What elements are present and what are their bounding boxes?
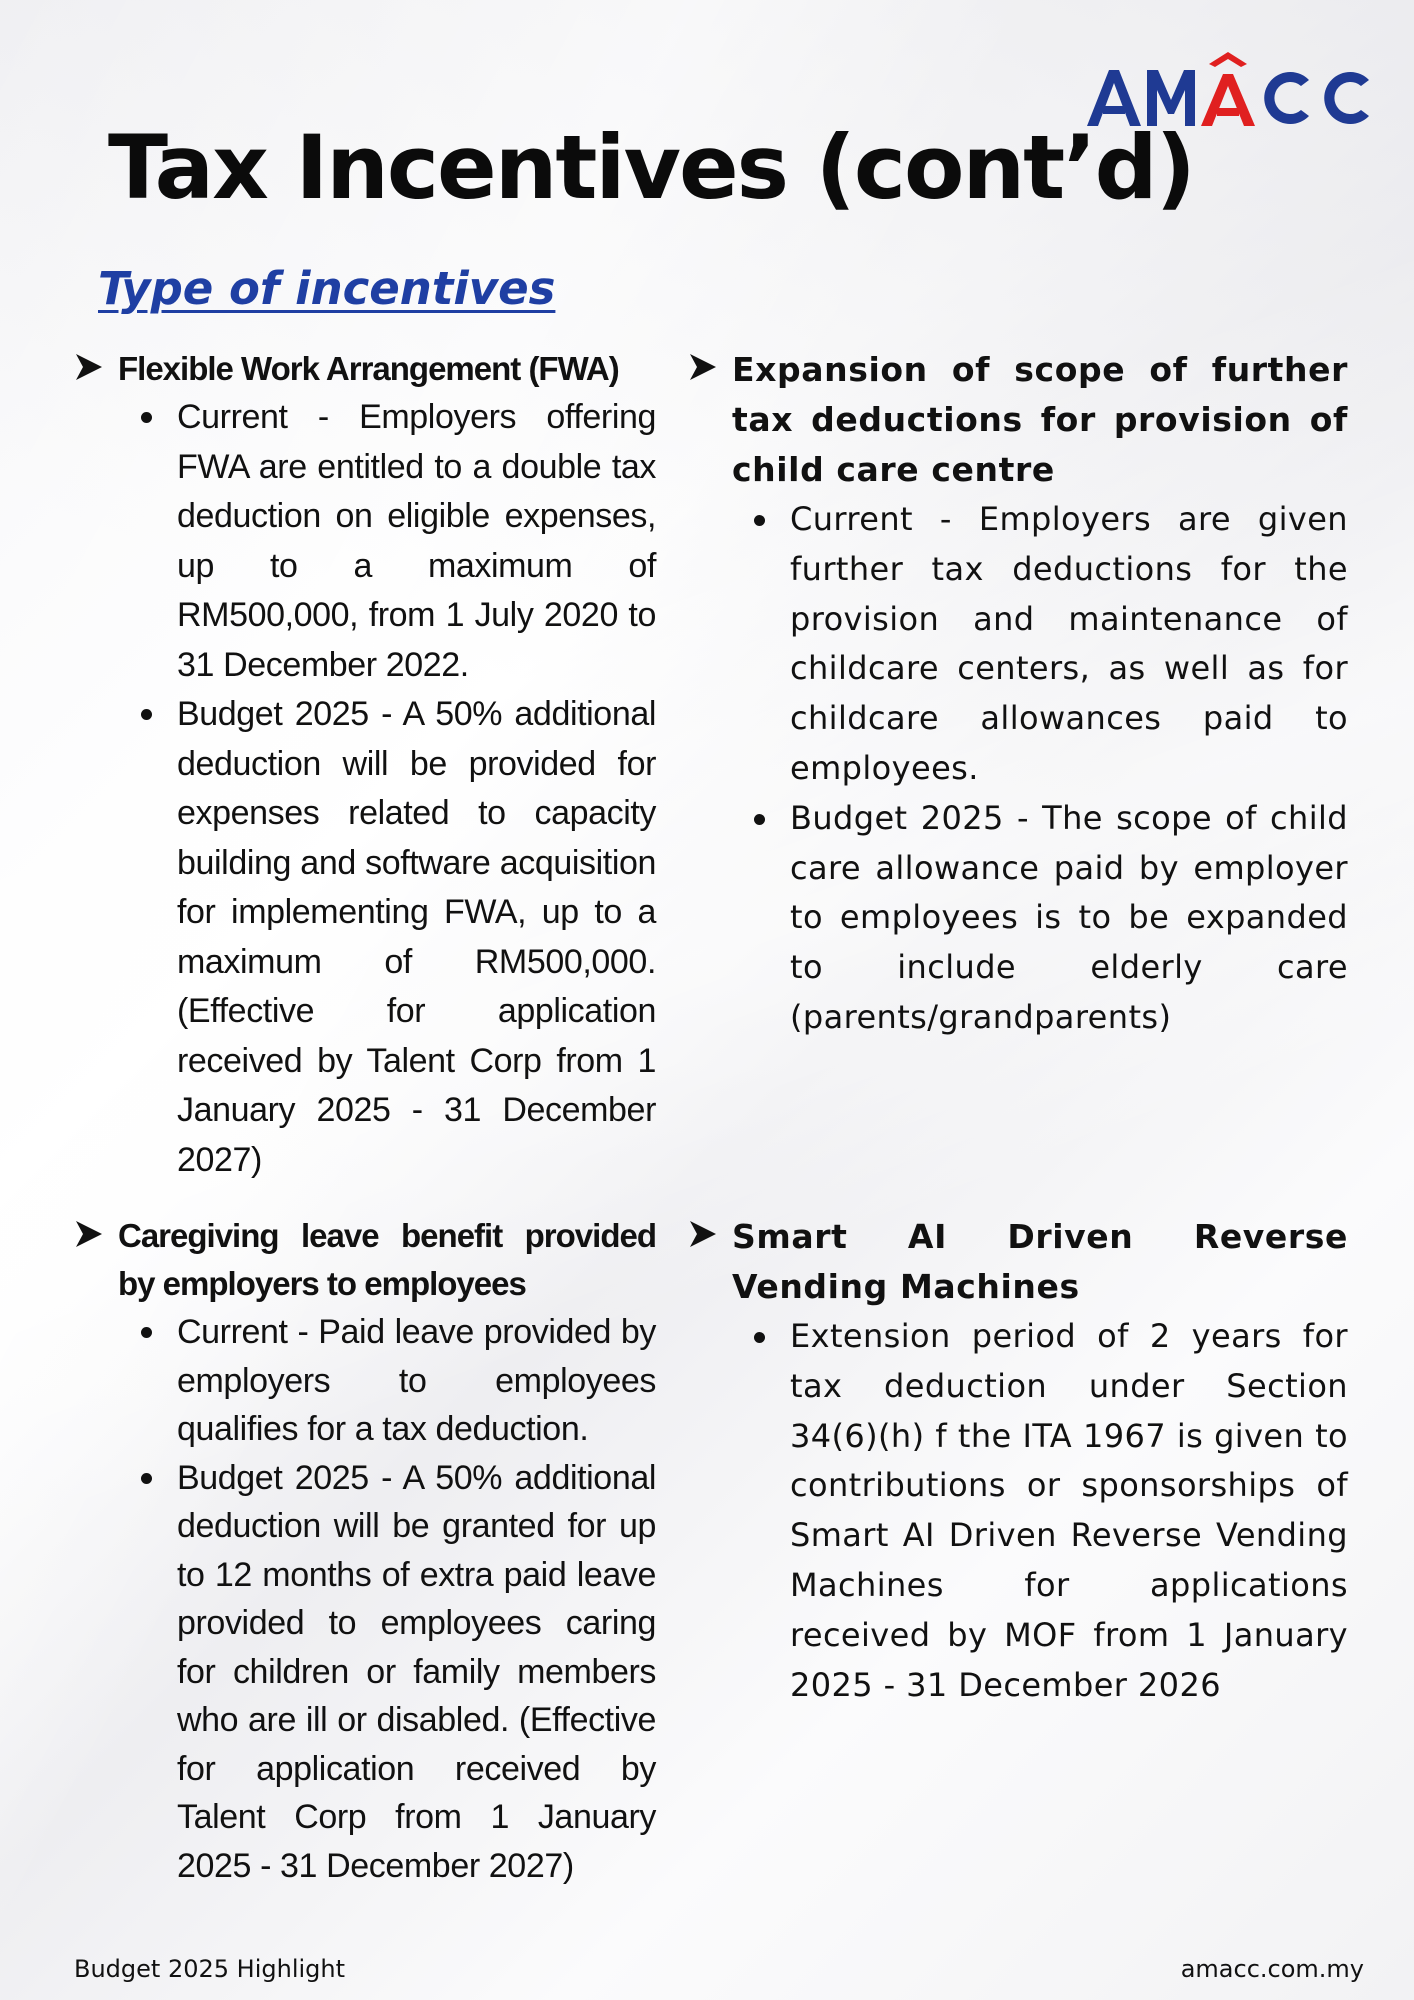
section-heading [74, 1212, 656, 1308]
bullet-dot-icon [754, 1332, 765, 1343]
section-subtitle: Type of incentives [98, 262, 556, 315]
list-item [177, 1454, 656, 1891]
list-item-text: Extension period of 2 years for tax deduction under Section 34(6)(h) f the ITA 1967 is given to contributions or sponsorships of Smart AI Driven Reverse Vending Machines for applications received by MOF from 1 January 2025 - 31 December 2026 [790, 1317, 1348, 1704]
bullet-list [74, 1308, 656, 1890]
list-item-text: Current - Employers offering FWA are entitled to a double tax deduction on eligible expenses, up to a maximum of RM500,000, from 1 July 2020 to 31 December 2022. [177, 398, 656, 684]
list-item [790, 1312, 1348, 1710]
list-item [177, 1308, 656, 1454]
footer-website: amacc.com.my [1180, 1955, 1364, 1983]
section-heading-text: Caregiving leave benefit provided by employers to employees [118, 1217, 656, 1302]
bullet-dot-icon [754, 515, 765, 526]
arrow-bullet-icon [74, 353, 104, 381]
section-fwa [74, 345, 656, 1185]
footer-label: Budget 2025 Highlight [74, 1955, 346, 1983]
bullet-dot-icon [754, 814, 765, 825]
section-heading [688, 345, 1348, 495]
bullet-list [688, 1312, 1348, 1710]
section-heading-text: Smart AI Driven Reverse Vending Machines [732, 1217, 1348, 1306]
list-item [177, 690, 656, 1185]
section-child-care [688, 345, 1348, 1043]
section-heading-text: Flexible Work Arrangement (FWA) [118, 350, 619, 387]
list-item-text: Budget 2025 - A 50% additional deduction will be granted for up to 12 months of extra paid leave provided to employees caring for children or family members who are ill or disabled. (Effective for application received by Talent Corp from 1 January 2025 - 31 December 2027) [177, 1458, 656, 1885]
section-vending [688, 1212, 1348, 1710]
bullet-dot-icon [141, 412, 152, 423]
section-heading [688, 1212, 1348, 1312]
section-heading [74, 345, 656, 393]
page-title: Tax Incentives (cont’d) [108, 116, 1194, 219]
bullet-list [688, 495, 1348, 1043]
list-item-text: Budget 2025 - The scope of child care allowance paid by employer to employees is to be expanded to include elderly care (parents/grandparents) [790, 798, 1348, 1036]
list-item [790, 495, 1348, 794]
arrow-bullet-icon [688, 353, 718, 381]
arrow-bullet-icon [74, 1220, 104, 1248]
section-caregiving [74, 1212, 656, 1890]
bullet-dot-icon [141, 1473, 152, 1484]
list-item [177, 393, 656, 690]
list-item [790, 794, 1348, 1043]
list-item-text: Current - Employers are given further tax deductions for the provision and maintenance of childcare centers, as well as for childcare allowances paid to employees. [790, 500, 1348, 787]
section-heading-text: Expansion of scope of further tax deductions for provision of child care centre [732, 350, 1348, 489]
list-item-text: Current - Paid leave provided by employers to employees qualifies for a tax deduction. [177, 1313, 656, 1448]
bullet-list [74, 393, 656, 1185]
arrow-bullet-icon [688, 1220, 718, 1248]
bullet-dot-icon [141, 709, 152, 720]
bullet-dot-icon [141, 1327, 152, 1338]
list-item-text: Budget 2025 - A 50% additional deduction will be provided for expenses related to capacity building and software acquisition for implementing FWA, up to a maximum of RM500,000. (Effective for application received by Talent Corp from 1 January 2025 - 31 December 2027) [177, 695, 656, 1179]
